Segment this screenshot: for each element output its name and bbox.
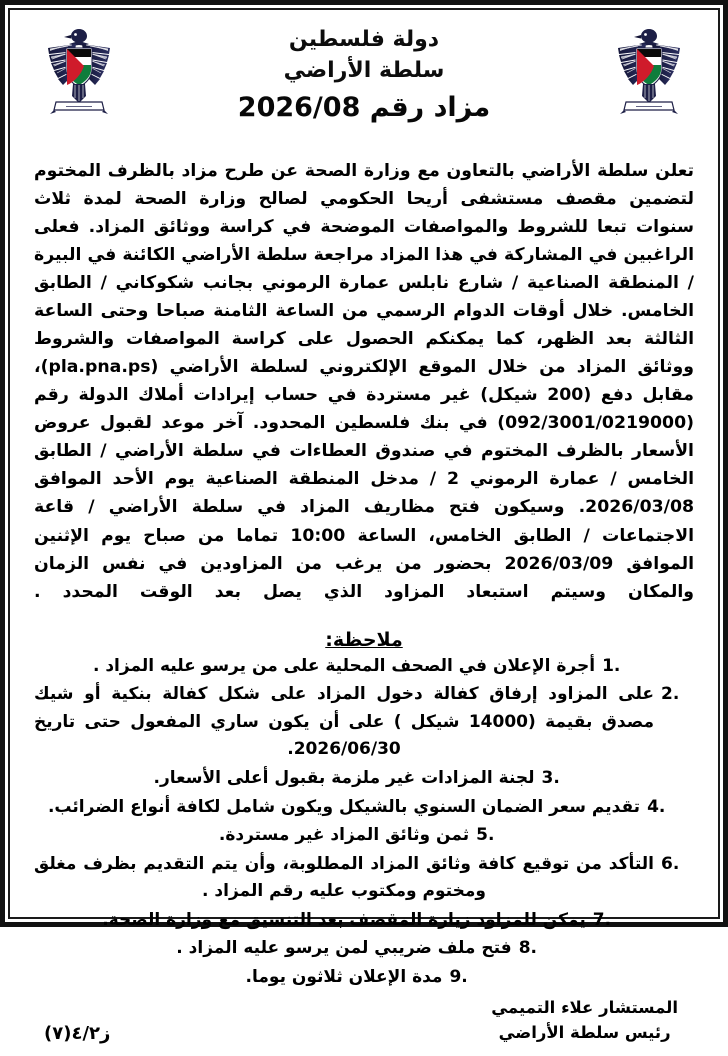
list-item [34,681,682,764]
list-item [34,964,682,992]
note-number: 2. [661,684,680,705]
list-item [34,907,682,935]
document-inner-frame [8,8,720,1044]
announcement-paragraph: تعلن سلطة الأراضي بالتعاون مع وزارة الصحة عن طرح مزاد بالظرف المختوم لتضمين مقصف مستشفى أريحا الحكومي لصالح وزارة الصحة لمدة ثلاث سنوات تبعا للشروط والمواصفات الموضحة في كراسة ووثائق المزاد. فعلى الراغبين في المشاركة في هذا المزاد مراجعة سلطة الأراضي الكائنة في البيرة / المنطقة الصناعية / شارع نابلس عمارة الرموني بجانب شكوكاني / الطابق الخامس. خلال أوقات الدوام الرسمي من الساعة الثامنة صباحا وحتى الساعة الثالثة بعد الظهر، كما يمكنكم الحصول على كراسة المواصفات والشروط ووثائق المزاد من خلال الموقع الإلكتروني لسلطة الأراضي (pla.pna.ps)، مقابل دفع (200 شيكل) غير مستردة في حساب إيرادات أملاك الدولة رقم (092/3001/0219000) في بنك فلسطين المحدود. آخر موعد لقبول عروض الأسعار بالظرف المختوم في صندوق العطاءات في سلطة الأراضي / الطابق الخامس / عمارة الرموني 2 / مدخل المنطقة الصناعية يوم الأحد الموافق 2026/03/08. وسيكون فتح مظاريف المزاد في سلطة الأراضي / قاعة الاجتماعات / الطابق الخامس، الساعة 10:00 تماما من صباح يوم الإثنين الموافق 2026/03/09 بحضور من يرغب من المزاودين في نفس الزمان والمكان وسيتم استبعاد المزاود الذي يصل بعد الوقت المحدد . [34,161,695,602]
note-number: 7. [592,909,612,930]
note-number: 1. [602,655,621,676]
note-number: 9. [449,966,468,987]
header-titles [116,20,612,123]
note-number: 3. [541,767,560,788]
note-number: 6. [661,853,680,874]
signature-block [491,996,678,1046]
announcement-body [20,138,708,623]
list-item [34,765,682,793]
note-text: ثمن وثائق المزاد غير مستردة. [218,825,470,846]
state-title: دولة فلسطين [288,27,440,52]
palestine-eagle-emblem-icon [612,24,686,120]
note-number: 5. [476,825,495,846]
document-header [20,16,708,138]
list-item [34,794,682,822]
reference-code: ز٤/٢(٧) [44,1022,111,1044]
palestine-eagle-emblem-icon [42,24,116,120]
note-text: على المزاود إرفاق كفالة دخول المزاد على شكل كفالة بنكية أو شيك مصدق بقيمة (14000 شيكل ) على أن يكون ساري المفعول حتى تاريخ 2026/06/30. [34,684,654,760]
note-text: مدة الإعلان ثلاثون يوما. [245,966,443,987]
signatory-name: المستشار علاء التميمي [491,998,678,1018]
list-item [34,851,682,906]
notes-list [20,653,708,992]
signatory-role: رئيس سلطة الأراضي [498,1022,671,1042]
list-item [34,935,682,963]
note-text: لجنة المزادات غير ملزمة بقبول أعلى الأسعار. [153,767,535,788]
notes-heading: ملاحظة: [325,628,403,651]
document-footer [20,992,708,1056]
note-text: أجرة الإعلان في الصحف المحلية على من يرسو عليه المزاد . [92,655,596,676]
note-text: التأكد من توقيع كافة وثائق المزاد المطلوبة، وأن يتم التقديم بظرف مغلق ومختوم ومكتوب عليه رقم المزاد . [34,853,654,902]
note-text: يمكن للمزاود زيارة المقصف بعد التنسيق مع وزارة الصحة. [102,909,586,930]
note-text: تقديم سعر الضمان السنوي بالشيكل ويكون شامل لكافة أنواع الضرائب. [47,796,641,817]
auction-number-title: مزاد رقم 2026/08 [237,92,491,124]
list-item [34,653,682,681]
authority-title: سلطة الأراضي [283,57,445,83]
note-number: 8. [518,938,537,959]
note-text: فتح ملف ضريبي لمن يرسو عليه المزاد . [176,938,512,959]
list-item [34,822,682,850]
note-number: 4. [647,796,666,817]
